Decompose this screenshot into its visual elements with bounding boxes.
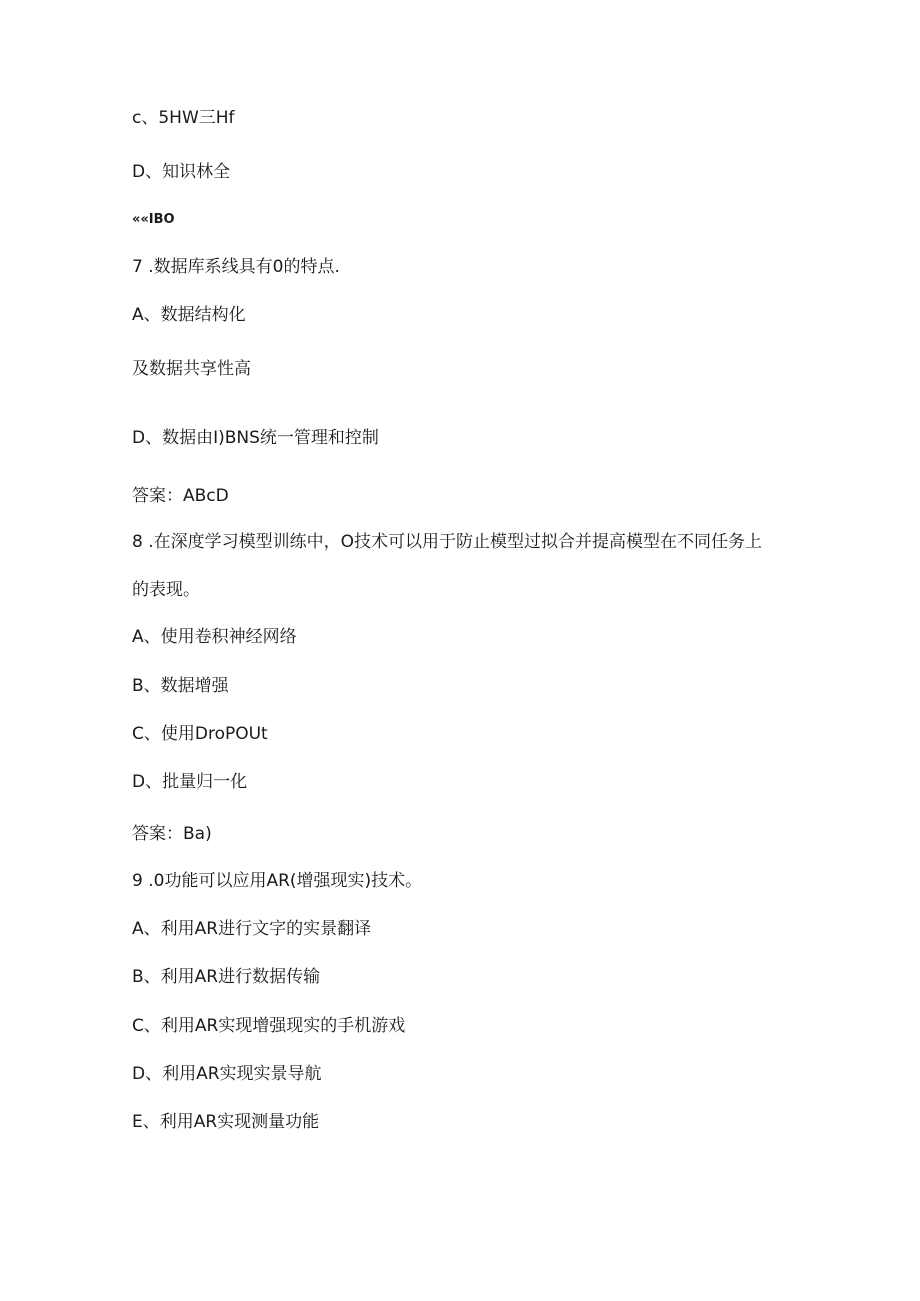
q8-option-c: C、使用DroPOUt: [132, 724, 268, 744]
q6-answer: ««IBO: [132, 212, 175, 227]
q7-stem: 7 .数据库系线具有0的特点.: [132, 257, 340, 277]
q7-option-b: 及数据共享性高: [132, 359, 251, 379]
q7-option-a: A、数据结构化: [132, 305, 246, 325]
q9-option-d: D、利用AR实现实景导航: [132, 1064, 322, 1084]
q7-answer: 答案：ABcD: [132, 486, 229, 506]
q8-option-a: A、使用卷积神经网络: [132, 627, 297, 647]
q6-option-d: D、知识林全: [132, 162, 231, 182]
q8-stem-continued: 的表现。: [132, 580, 200, 600]
q9-option-a: A、利用AR进行文字的实景翻译: [132, 919, 372, 939]
q9-option-e: E、利用AR实现测量功能: [132, 1112, 320, 1132]
q8-option-b: B、数据增强: [132, 676, 229, 696]
q8-option-d: D、批量归一化: [132, 772, 248, 792]
q9-stem: 9 .0功能可以应用AR(增强现实)技术。: [132, 871, 423, 891]
q8-answer: 答案：Ba): [132, 824, 212, 844]
q7-option-d: D、数据由I)BNS统一管理和控制: [132, 428, 379, 448]
q8-stem: 8 .在深度学习模型训练中，O技术可以用于防止模型过拟合并提高模型在不同任务上: [132, 532, 763, 552]
q6-option-c: c、5HW三Hf: [132, 108, 235, 128]
q9-option-c: C、利用AR实现增强现实的手机游戏: [132, 1016, 406, 1036]
q9-option-b: B、利用AR进行数据传输: [132, 967, 321, 987]
